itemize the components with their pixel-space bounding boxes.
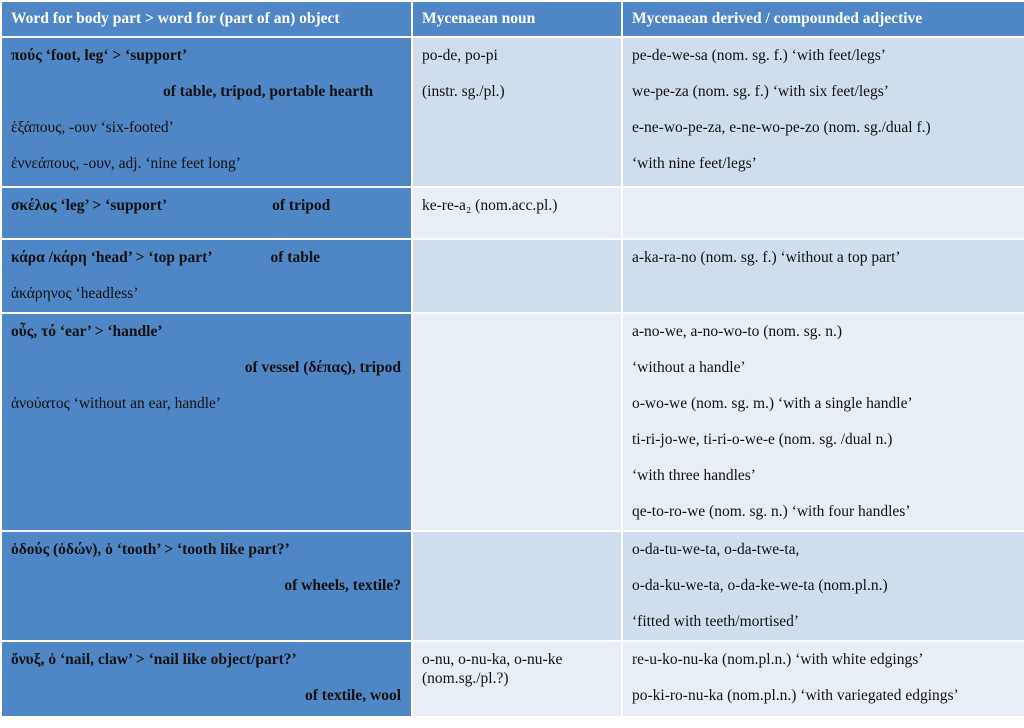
body-part-head: πούς ‘foot, leg‘ > ‘support’ [11, 47, 188, 64]
noun-form: o-nu, o-nu-ka, o-nu-ke (nom.sg./pl.?) [422, 651, 563, 687]
header-body-part: Word for body part > word for (part of an) object [2, 2, 411, 36]
body-part-cell [2, 188, 411, 238]
adjective-form: o-wo-we (nom. sg. m.) ‘with a single handle’ [632, 395, 913, 412]
adjective-form: ‘with nine feet/legs’ [632, 155, 757, 172]
adjective-form: ‘with three handles’ [632, 467, 756, 484]
adjective-form: ti-ri-jo-we, ti-ri-o-we-e (nom. sg. /dual n.) [632, 431, 893, 448]
adjective-cell [623, 38, 1024, 186]
table-row [2, 314, 1024, 530]
table-row [2, 38, 1024, 186]
adjective-form: ‘without a handle’ [632, 359, 746, 376]
adjective-form: a-no-we, a-no-wo-to (nom. sg. n.) [632, 323, 843, 340]
derived-word: ἀκάρηνος ‘headless’ [11, 285, 139, 302]
object-label: of tripod [272, 197, 331, 214]
derived-word: ἑξάπους, -ουν ‘six-footed’ [11, 119, 174, 136]
adjective-form: e-ne-wo-pe-za, e-ne-wo-pe-zo (nom. sg./dual f.) [632, 119, 931, 136]
body-part-head: ὀδούς (ὀδών), ὁ ‘tooth’ > ‘tooth like part?’ [11, 541, 290, 558]
adjective-form: po-ki-ro-nu-ka (nom.pl.n.) ‘with variegated edgings’ [632, 687, 959, 704]
adjective-form: o-da-ku-we-ta, o-da-ke-we-ta (nom.pl.n.) [632, 577, 888, 594]
noun-form: ke-re-a₂ (nom.acc.pl.) [422, 197, 558, 214]
object-label: of table, tripod, portable hearth [163, 83, 374, 100]
header-row [2, 2, 1024, 36]
adjective-form: we-pe-za (nom. sg. f.) ‘with six feet/legs’ [632, 83, 889, 100]
table-row [2, 188, 1024, 238]
adjective-cell [623, 188, 1024, 238]
body-part-cell [2, 240, 411, 312]
noun-cell [413, 314, 621, 530]
object-label: of textile, wool [305, 687, 401, 704]
body-part-cell [2, 314, 411, 530]
object-label: of vessel (δέπας), tripod [244, 359, 401, 376]
adjective-form: re-u-ko-nu-ka (nom.pl.n.) ‘with white edgings’ [632, 651, 924, 668]
adjective-form: o-da-tu-we-ta, o-da-twe-ta, [632, 541, 800, 558]
adjective-cell [623, 532, 1024, 640]
body-part-cell [2, 38, 411, 186]
header-mycenaean-noun: Mycenaean noun [413, 2, 621, 36]
table-row [2, 240, 1024, 312]
body-part-head: οὖς, τό ‘ear’ > ‘handle’ [11, 323, 163, 340]
adjective-form: qe-to-ro-we (nom. sg. n.) ‘with four handles’ [632, 503, 911, 520]
body-part-head: ὄνυξ, ὁ ‘nail, claw’ > ‘nail like object/part?’ [11, 651, 297, 668]
noun-form: (instr. sg./pl.) [422, 83, 505, 100]
adjective-cell [623, 314, 1024, 530]
body-part-cell [2, 532, 411, 640]
adjective-cell [623, 642, 1024, 716]
header-mycenaean-adjective: Mycenaean derived / compounded adjective [623, 2, 1024, 36]
body-part-head: κάρα /κάρη ‘head’ > ‘top part’ [11, 249, 213, 266]
object-label: of table [270, 249, 321, 266]
noun-form: po-de, po-pi [422, 47, 498, 64]
body-part-cell [2, 642, 411, 716]
body-part-head: σκέλος ‘leg’ > ‘support’ [11, 197, 168, 214]
noun-cell [413, 38, 621, 186]
noun-cell [413, 642, 621, 716]
noun-cell [413, 240, 621, 312]
table-row [2, 642, 1024, 716]
adjective-form: ‘fitted with teeth/mortised’ [632, 613, 800, 630]
noun-cell [413, 532, 621, 640]
adjective-form: a-ka-ra-no (nom. sg. f.) ‘without a top part’ [632, 249, 901, 266]
table-row [2, 532, 1024, 640]
derived-word: ἐννεάπους, -ουν, adj. ‘nine feet long’ [11, 155, 241, 172]
adjective-cell [623, 240, 1024, 312]
derived-word: ἀνούατος ‘without an ear, handle’ [11, 395, 222, 412]
noun-cell [413, 188, 621, 238]
adjective-form: pe-de-we-sa (nom. sg. f.) ‘with feet/legs’ [632, 47, 886, 64]
object-label: of wheels, textile? [284, 577, 401, 594]
